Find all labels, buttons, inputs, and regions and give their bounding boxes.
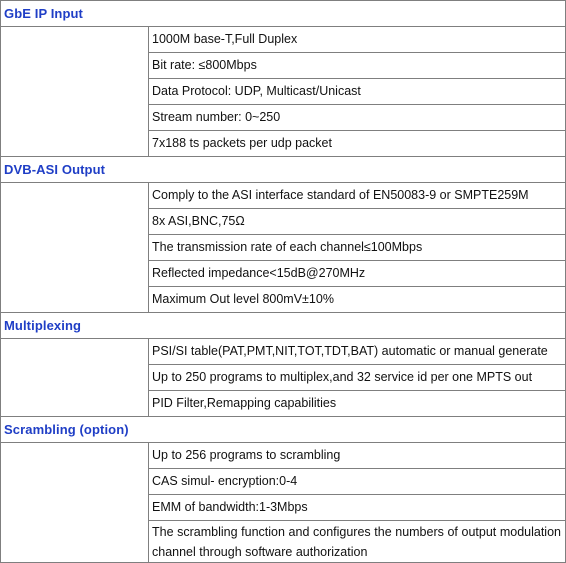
spec-item: The scrambling function and configures the numbers of output modulation channel through software authorization: [149, 521, 566, 563]
spec-item: CAS simul- encryption:0-4: [149, 469, 566, 495]
spec-item: Bit rate: ≤800Mbps: [149, 53, 566, 79]
section-title: GbE IP Input: [1, 1, 566, 27]
spec-item: Up to 250 programs to multiplex,and 32 service id per one MPTS out: [149, 365, 566, 391]
spec-item: 7x188 ts packets per udp packet: [149, 131, 566, 157]
spec-row: [1, 339, 566, 365]
spec-item: Comply to the ASI interface standard of EN50083-9 or SMPTE259M: [149, 183, 566, 209]
section-header-dvb-asi-output: [1, 157, 566, 183]
spec-row: [1, 443, 566, 469]
spec-item: PID Filter,Remapping capabilities: [149, 391, 566, 417]
section-title: Scrambling (option): [1, 417, 566, 443]
spec-item: 8x ASI,BNC,75Ω: [149, 209, 566, 235]
section-spacer-cell: [1, 443, 149, 563]
spec-item: Reflected impedance<15dB@270MHz: [149, 261, 566, 287]
section-spacer-cell: [1, 27, 149, 157]
section-header-multiplexing: [1, 313, 566, 339]
spec-row: [1, 183, 566, 209]
spec-item: EMM of bandwidth:1-3Mbps: [149, 495, 566, 521]
section-header-scrambling: [1, 417, 566, 443]
spec-item: PSI/SI table(PAT,PMT,NIT,TOT,TDT,BAT) automatic or manual generate: [149, 339, 566, 365]
spec-row: [1, 27, 566, 53]
section-title: Multiplexing: [1, 313, 566, 339]
section-spacer-cell: [1, 183, 149, 313]
section-spacer-cell: [1, 339, 149, 417]
spec-item: Stream number: 0~250: [149, 105, 566, 131]
spec-item: Up to 256 programs to scrambling: [149, 443, 566, 469]
spec-item: The transmission rate of each channel≤100Mbps: [149, 235, 566, 261]
spec-item: Data Protocol: UDP, Multicast/Unicast: [149, 79, 566, 105]
section-header-gbe-ip-input: [1, 1, 566, 27]
spec-item: Maximum Out level 800mV±10%: [149, 287, 566, 313]
spec-item: 1000M base-T,Full Duplex: [149, 27, 566, 53]
section-title: DVB-ASI Output: [1, 157, 566, 183]
